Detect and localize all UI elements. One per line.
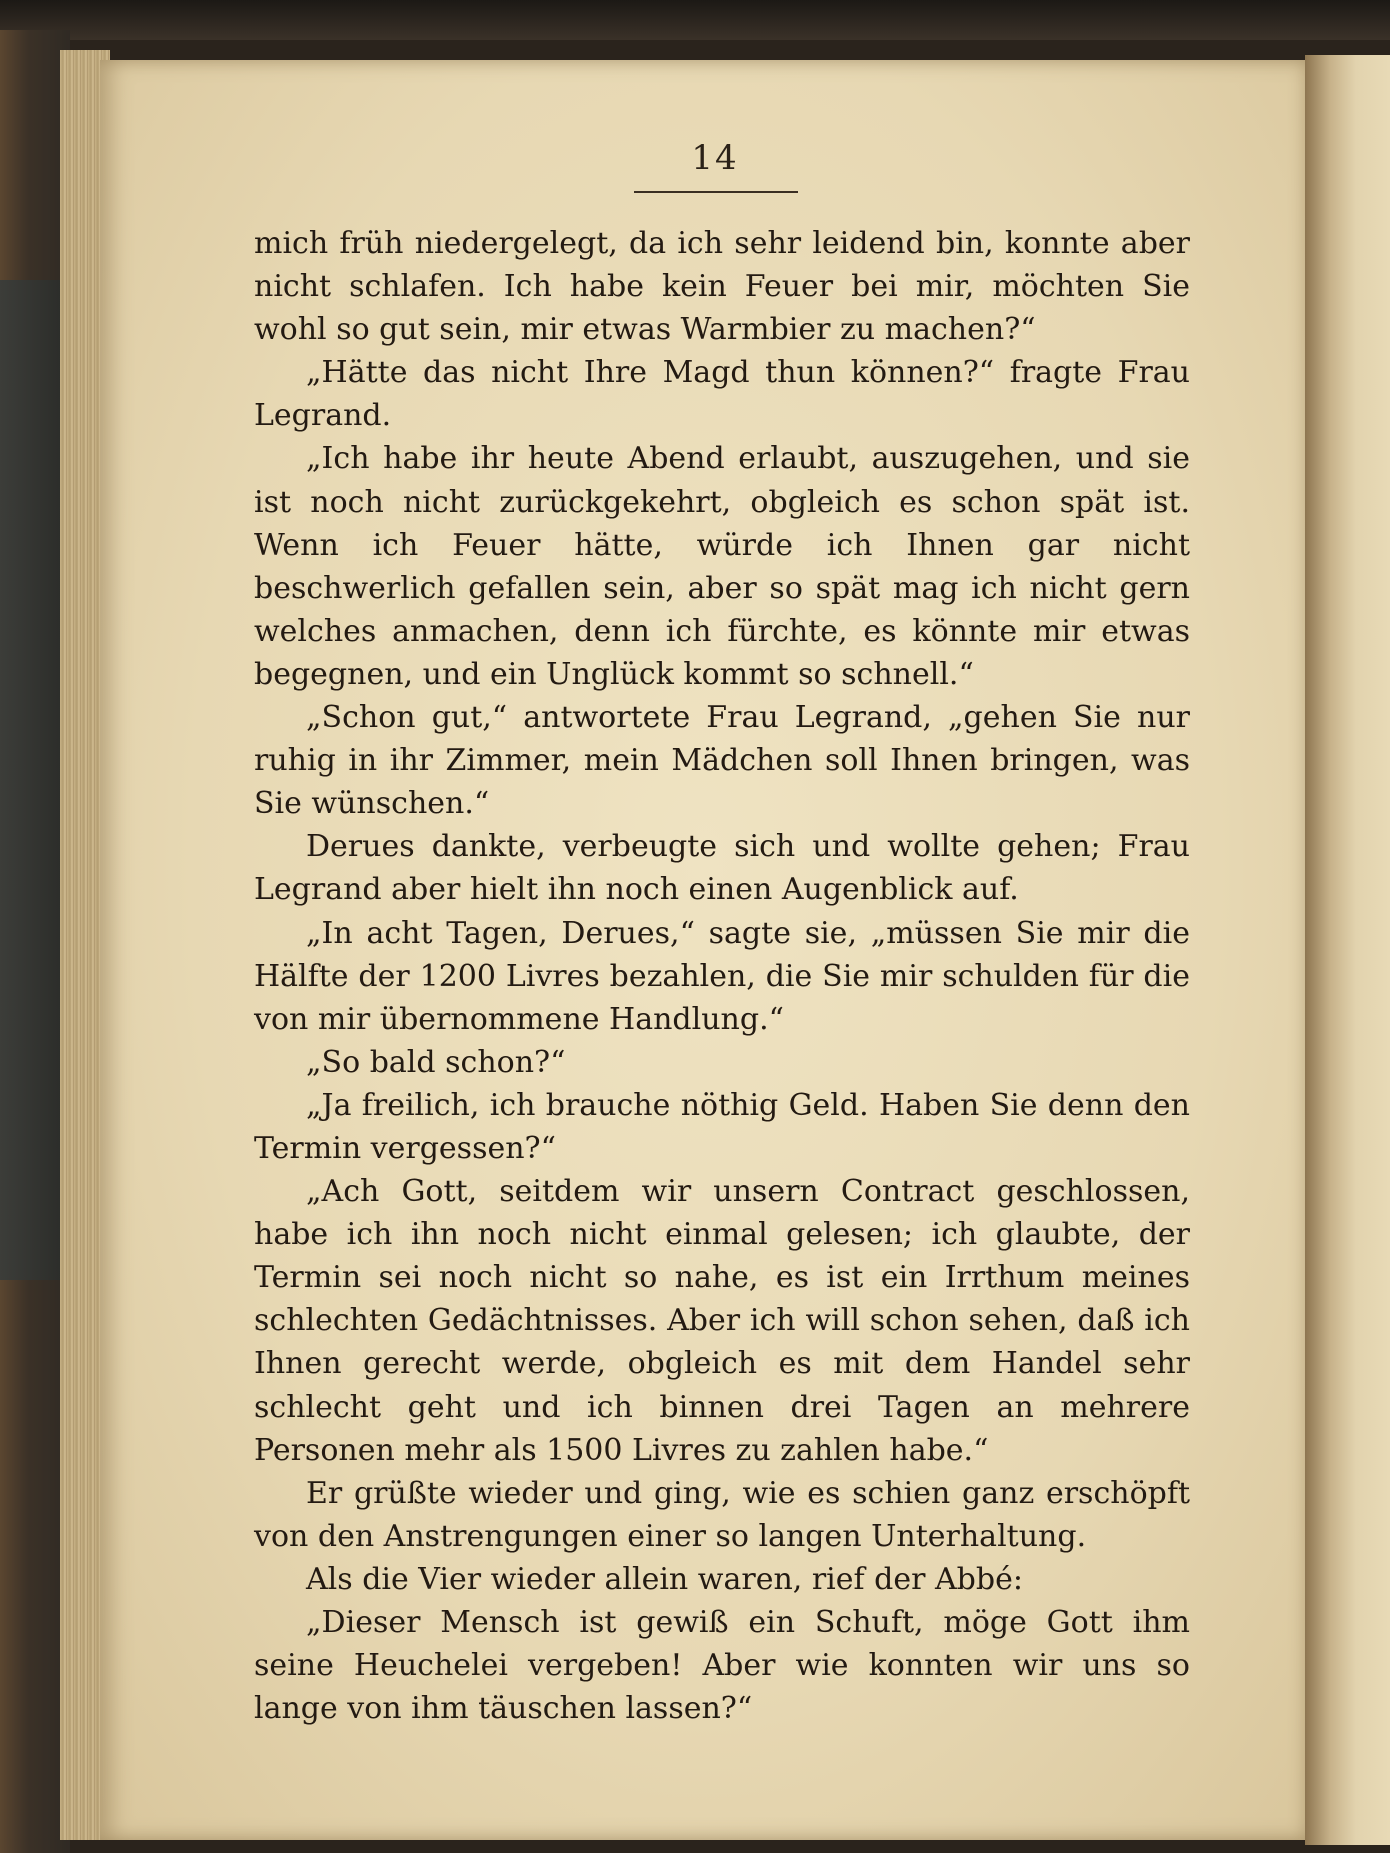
paragraph: Er grüßte wieder und ging, wie es schien ganz erschöpft von den Anstrengungen einer so langen Unterhaltung. bbox=[254, 1475, 1190, 1554]
paragraph: „Ach Gott, seitdem wir unsern Contract geschlossen, habe ich ihn noch nicht einmal gelesen; ich glaubte, der Termin sei noch nicht so nahe, es ist ein Irrthum meines schlechten Gedächtnisses. Aber ich will schon sehen, daß ich Ihnen gerecht werde, obgleich es mit dem Handel sehr schlecht geht und ich binnen drei Tagen an mehrere Personen mehr als 1500 Livres zu zahlen habe.“ bbox=[254, 1174, 1190, 1468]
paragraph: Als die Vier wieder allein waren, rief der Abbé: bbox=[306, 1561, 1023, 1597]
paragraph: „Ja freilich, ich brauche nöthig Geld. Haben Sie denn den Termin vergessen?“ bbox=[254, 1087, 1190, 1166]
paragraph: Derues dankte, verbeugte sich und wollte gehen; Frau Legrand aber hielt ihn noch einen Augenblick auf. bbox=[254, 829, 1190, 908]
book-top-edge bbox=[0, 0, 1390, 40]
page-gutter bbox=[1305, 55, 1390, 1845]
paragraph: „Schon gut,“ antwortete Frau Legrand, „gehen Sie nur ruhig in ihr Zimmer, mein Mädchen soll Ihnen bringen, was Sie wünschen.“ bbox=[254, 700, 1190, 822]
book-spine-cloth bbox=[0, 280, 62, 1280]
paragraph: „Ich habe ihr heute Abend erlaubt, auszugehen, und sie ist noch nicht zurückgekehrt, obgleich es schon spät ist. Wenn ich Feuer hätte, würde ich Ihnen gar nicht beschwerlich gefallen sein, aber so spät mag ich nicht gern welches anmachen, denn ich fürchte, es könnte mir etwas begegnen, und ein Unglück kommt so schnell.“ bbox=[254, 441, 1190, 692]
paragraph: „Dieser Mensch ist gewiß ein Schuft, möge Gott ihm seine Heuchelei vergeben! Aber wie konnten wir uns so lange von ihm täuschen lassen?“ bbox=[254, 1605, 1190, 1727]
body-text bbox=[254, 222, 1190, 1730]
paragraph: mich früh niedergelegt, da ich sehr leidend bin, konnte aber nicht schlafen. Ich habe kein Feuer bei mir, möchten Sie wohl so gut sein, mir etwas Warmbier zu machen?“ bbox=[254, 226, 1190, 348]
header-rule bbox=[634, 191, 798, 193]
page-number: 14 bbox=[691, 138, 739, 178]
paragraph: „Hätte das nicht Ihre Magd thun können?“ fragte Frau Legrand. bbox=[254, 355, 1190, 434]
paragraph: „In acht Tagen, Derues,“ sagte sie, „müssen Sie mir die Hälfte der 1200 Livres bezahlen, die Sie mir schulden für die von mir übernommene Handlung.“ bbox=[254, 915, 1190, 1037]
paragraph: „So bald schon?“ bbox=[306, 1044, 566, 1080]
